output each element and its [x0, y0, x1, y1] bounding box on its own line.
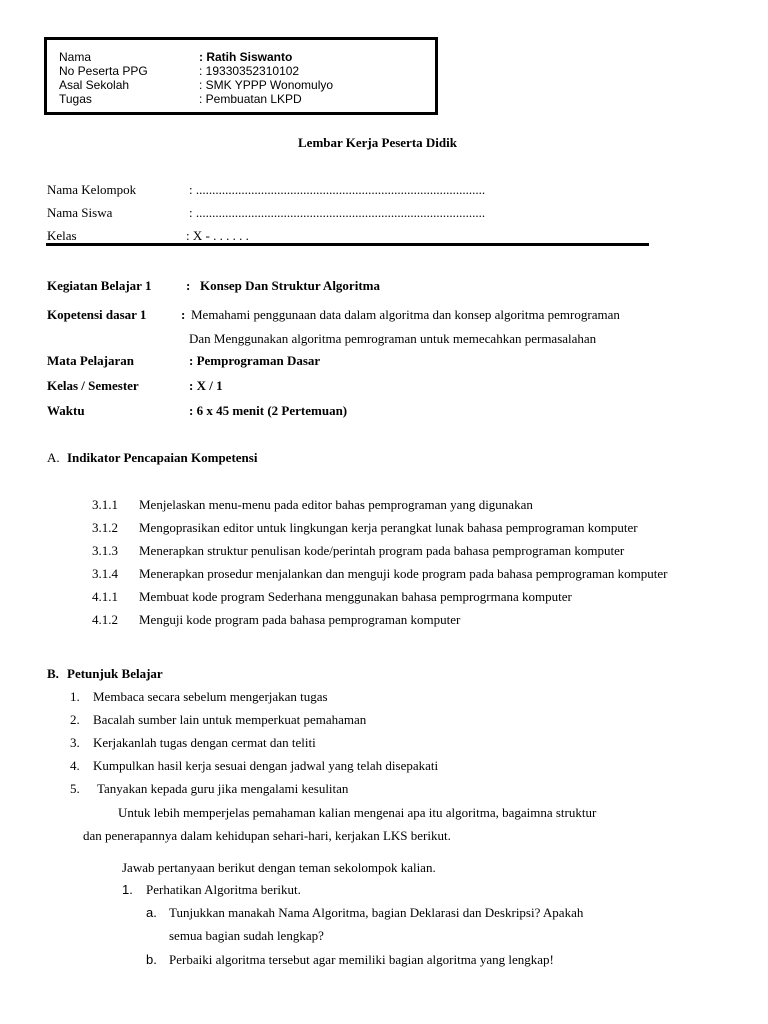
instruction-number: 2.: [70, 712, 80, 727]
activity-label: Kegiatan Belajar 1: [47, 278, 152, 293]
intro-paragraph-line-2: dan penerapannya dalam kehidupan sehari-hari, kerjakan LKS berikut.: [83, 828, 451, 843]
indicator-text: Menjelaskan menu-menu pada editor bahas pemprograman yang digunakan: [139, 497, 533, 512]
class-semester-label: Kelas / Semester: [47, 378, 139, 393]
student-name-label: Nama Siswa: [47, 205, 113, 220]
activity-separator: :: [186, 278, 191, 293]
competency-value-line-2: Dan Menggunakan algoritma pemrograman untuk memecahkan permasalahan: [189, 331, 597, 346]
indicator-number: 4.1.1: [92, 589, 118, 604]
question-number: 1.: [122, 882, 133, 897]
group-name-field: : .........................................................................................: [189, 182, 486, 197]
task-instruction: Jawab pertanyaan berikut dengan teman sekolompok kalian.: [122, 860, 436, 875]
subquestion-letter: b.: [146, 952, 157, 967]
student-name-field: : .........................................................................................: [189, 205, 486, 220]
divider-rule: [46, 243, 649, 246]
section-b-letter: B.: [47, 666, 59, 681]
competency-separator: :: [181, 307, 186, 322]
indicator-number: 4.1.2: [92, 612, 118, 627]
intro-paragraph-line-1: Untuk lebih memperjelas pemahaman kalian mengenai apa itu algoritma, bagaimna struktur: [118, 805, 597, 820]
instruction-text: Bacalah sumber lain untuk memperkuat pemahaman: [93, 712, 367, 727]
instruction-number: 4.: [70, 758, 80, 773]
identity-box: [44, 37, 438, 115]
subject-label: Mata Pelajaran: [47, 353, 135, 368]
class-field: : X - . . . . . .: [186, 228, 249, 243]
question-text: Perhatikan Algoritma berikut.: [146, 882, 301, 897]
time-value: : 6 x 45 menit (2 Pertemuan): [189, 403, 348, 418]
indicator-number: 3.1.3: [92, 543, 118, 558]
indicator-text: Menguji kode program pada bahasa pemprograman komputer: [139, 612, 461, 627]
activity-value: Konsep Dan Struktur Algoritma: [200, 278, 380, 293]
name-label: Nama: [59, 50, 92, 64]
section-b-title: Petunjuk Belajar: [67, 666, 163, 681]
indicator-number: 3.1.2: [92, 520, 118, 535]
competency-value-line-1: Memahami penggunaan data dalam algoritma dan konsep algoritma pemrograman: [191, 307, 620, 322]
group-name-label: Nama Kelompok: [47, 182, 137, 197]
instruction-number: 5.: [70, 781, 80, 796]
class-label: Kelas: [47, 228, 77, 243]
participant-number-value: : 19330352310102: [199, 64, 300, 78]
instruction-text: Membaca secara sebelum mengerjakan tugas: [93, 689, 328, 704]
indicator-text: Membuat kode program Sederhana menggunakan bahasa pemprogrmana komputer: [139, 589, 572, 604]
indicator-text: Mengoprasikan editor untuk lingkungan kerja perangkat lunak bahasa pemprograman komputer: [139, 520, 638, 535]
indicator-text: Menerapkan struktur penulisan kode/perintah program pada bahasa pemprograman komputer: [139, 543, 625, 558]
indicator-number: 3.1.1: [92, 497, 118, 512]
school-label: Asal Sekolah: [59, 78, 130, 92]
subquestion-letter: a.: [146, 905, 157, 920]
document-title: Lembar Kerja Peserta Didik: [298, 135, 457, 150]
indicator-number: 3.1.4: [92, 566, 118, 581]
subquestion-text: Perbaiki algoritma tersebut agar memiliki bagian algoritma yang lengkap!: [169, 952, 554, 967]
instruction-text: Kumpulkan hasil kerja sesuai dengan jadwal yang telah disepakati: [93, 758, 439, 773]
participant-number-label: No Peserta PPG: [59, 64, 148, 78]
school-value: : SMK YPPP Wonomulyo: [199, 78, 334, 92]
subquestion-text-line-2: semua bagian sudah lengkap?: [169, 928, 324, 943]
time-label: Waktu: [47, 403, 85, 418]
name-value: : Ratih Siswanto: [199, 50, 293, 64]
instruction-number: 3.: [70, 735, 80, 750]
section-a-letter: A.: [47, 450, 60, 465]
subject-value: : Pemprograman Dasar: [189, 353, 321, 368]
instruction-text: Tanyakan kepada guru jika mengalami kesulitan: [97, 781, 349, 796]
indicator-text: Menerapkan prosedur menjalankan dan menguji kode program pada bahasa pemprograman komputer: [139, 566, 668, 581]
subquestion-text-line-1: Tunjukkan manakah Nama Algoritma, bagian Deklarasi dan Deskripsi? Apakah: [169, 905, 584, 920]
instruction-text: Kerjakanlah tugas dengan cermat dan teliti: [93, 735, 316, 750]
competency-label: Kopetensi dasar 1: [47, 307, 147, 322]
instruction-number: 1.: [70, 689, 80, 704]
class-semester-value: : X / 1: [189, 378, 223, 393]
section-a-title: Indikator Pencapaian Kompetensi: [67, 450, 258, 465]
task-value: : Pembuatan LKPD: [199, 92, 302, 106]
task-label: Tugas: [59, 92, 92, 106]
